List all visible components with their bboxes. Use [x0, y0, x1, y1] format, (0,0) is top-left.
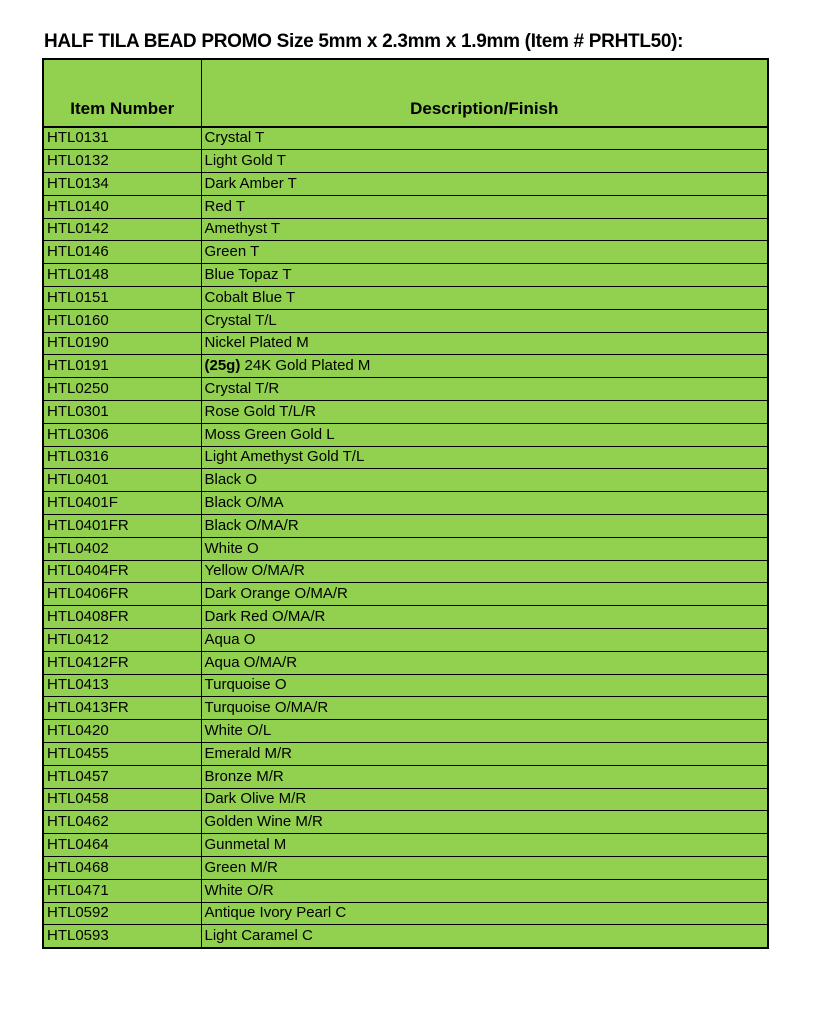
description-cell [201, 218, 768, 241]
description-cell [201, 515, 768, 538]
description-cell [201, 378, 768, 401]
description-cell [201, 446, 768, 469]
description-cell [201, 355, 768, 378]
item-number-cell: HTL0160 [43, 309, 201, 332]
item-number-cell: HTL0401FR [43, 515, 201, 538]
description-text: Dark Olive M/R [204, 790, 307, 808]
table-row [43, 378, 768, 401]
table-row [43, 583, 768, 606]
item-number-cell: HTL0401 [43, 469, 201, 492]
description-text: Emerald M/R [204, 744, 293, 762]
description-text: Turquoise O/MA/R [204, 699, 329, 717]
description-cell [201, 765, 768, 788]
description-text: Red T [204, 197, 246, 215]
description-text: Black O/MA/R [204, 516, 299, 534]
table-row [43, 560, 768, 583]
item-number-cell: HTL0134 [43, 173, 201, 196]
table-row [43, 537, 768, 560]
description-text: Light Gold T [204, 152, 286, 170]
description-text: Gunmetal M [204, 836, 287, 853]
item-number-cell: HTL0408FR [43, 606, 201, 629]
header-row [43, 59, 768, 127]
description-text: Green T [204, 243, 260, 261]
item-number-cell: HTL0420 [43, 720, 201, 743]
table-row [43, 469, 768, 492]
item-number-cell: HTL0191 [43, 355, 201, 378]
description-cell [201, 834, 768, 857]
table-body [43, 127, 768, 948]
table-row [43, 720, 768, 743]
table-row [43, 515, 768, 538]
table-row [43, 195, 768, 218]
item-number-cell: HTL0148 [43, 264, 201, 287]
item-number-cell: HTL0190 [43, 332, 201, 355]
description-text: White O/L [204, 722, 272, 740]
description-cell [201, 423, 768, 446]
description-cell [201, 469, 768, 492]
table-row [43, 879, 768, 902]
table-row [43, 651, 768, 674]
description-text: Crystal T/L [204, 311, 277, 329]
item-number-cell: HTL0401F [43, 492, 201, 515]
item-number-cell: HTL0455 [43, 743, 201, 766]
item-number-cell: HTL0316 [43, 446, 201, 469]
description-cell [201, 537, 768, 560]
description-cell [201, 788, 768, 811]
description-cell [201, 173, 768, 196]
item-number-cell: HTL0413FR [43, 697, 201, 720]
item-number-cell: HTL0471 [43, 879, 201, 902]
description-cell [201, 127, 768, 150]
description-text: Aqua O/MA/R [204, 653, 298, 671]
item-number-cell: HTL0412FR [43, 651, 201, 674]
description-text: Cobalt Blue T [204, 288, 296, 306]
description-cell [201, 674, 768, 697]
table-row [43, 765, 768, 788]
description-text: Turquoise O [204, 676, 287, 694]
description-cell [201, 583, 768, 606]
table-row [43, 697, 768, 720]
table-row [43, 150, 768, 173]
table-row [43, 857, 768, 880]
item-number-cell: HTL0132 [43, 150, 201, 173]
description-cell [201, 925, 768, 948]
item-number-cell: HTL0406FR [43, 583, 201, 606]
item-number-cell: HTL0468 [43, 857, 201, 880]
description-text: Dark Orange O/MA/R [204, 585, 348, 603]
description-cell [201, 332, 768, 355]
column-header-description-finish: Description/Finish [201, 59, 768, 127]
description-text: 24K Gold Plated M [240, 357, 371, 375]
table-row [43, 674, 768, 697]
table-row [43, 309, 768, 332]
description-text: Light Amethyst Gold T/L [204, 448, 365, 466]
description-text: Nickel Plated M [204, 334, 309, 352]
item-number-cell: HTL0146 [43, 241, 201, 264]
table-row [43, 401, 768, 424]
table-row [43, 127, 768, 150]
table-row [43, 629, 768, 652]
item-number-cell: HTL0462 [43, 811, 201, 834]
item-number-cell: HTL0306 [43, 423, 201, 446]
description-cell [201, 195, 768, 218]
description-cell [201, 150, 768, 173]
description-text: Bronze M/R [204, 767, 284, 785]
description-bold-prefix: (25g) [204, 357, 241, 375]
table-row [43, 446, 768, 469]
description-cell [201, 743, 768, 766]
table-row [43, 834, 768, 857]
description-text: Amethyst T [204, 220, 281, 238]
description-cell [201, 264, 768, 287]
description-text: Dark Amber T [204, 174, 297, 192]
item-number-cell: HTL0131 [43, 127, 201, 150]
description-cell [201, 720, 768, 743]
item-number-cell: HTL0301 [43, 401, 201, 424]
table-row [43, 902, 768, 925]
description-text: Yellow O/MA/R [204, 562, 305, 580]
table-row [43, 355, 768, 378]
description-text: Crystal T [204, 129, 265, 147]
table-row [43, 423, 768, 446]
table-row [43, 788, 768, 811]
description-text: Black O [204, 471, 258, 489]
item-number-cell: HTL0151 [43, 287, 201, 310]
table-row [43, 218, 768, 241]
item-number-cell: HTL0457 [43, 765, 201, 788]
description-cell [201, 492, 768, 515]
description-text: Green M/R [204, 858, 278, 876]
description-cell [201, 241, 768, 264]
table-row [43, 287, 768, 310]
item-number-cell: HTL0142 [43, 218, 201, 241]
description-cell [201, 309, 768, 332]
description-text: Golden Wine M/R [204, 813, 323, 831]
table-row [43, 241, 768, 264]
description-cell [201, 560, 768, 583]
description-text: White O/R [204, 881, 274, 899]
description-cell [201, 651, 768, 674]
description-text: Moss Green Gold L [204, 425, 335, 443]
table-row [43, 173, 768, 196]
description-text: Aqua O [204, 630, 256, 648]
description-text: Antique Ivory Pearl C [204, 904, 347, 922]
item-number-cell: HTL0402 [43, 537, 201, 560]
item-number-cell: HTL0458 [43, 788, 201, 811]
item-number-cell: HTL0593 [43, 925, 201, 948]
description-text: Dark Red O/MA/R [204, 608, 326, 626]
item-number-cell: HTL0592 [43, 902, 201, 925]
description-text: Crystal T/R [204, 380, 280, 398]
description-cell [201, 629, 768, 652]
description-cell [201, 879, 768, 902]
item-number-cell: HTL0464 [43, 834, 201, 857]
item-number-cell: HTL0404FR [43, 560, 201, 583]
table-row [43, 606, 768, 629]
table-row [43, 264, 768, 287]
item-number-cell: HTL0412 [43, 629, 201, 652]
table-row [43, 332, 768, 355]
description-cell [201, 606, 768, 629]
table-row [43, 811, 768, 834]
description-text: Rose Gold T/L/R [204, 402, 316, 420]
column-header-item-number: Item Number [43, 59, 201, 127]
table-header [43, 59, 768, 127]
item-number-cell: HTL0413 [43, 674, 201, 697]
item-number-cell: HTL0140 [43, 195, 201, 218]
page-title: HALF TILA BEAD PROMO Size 5mm x 2.3mm x 1.9mm (Item # PRHTL50): [44, 31, 684, 52]
description-cell [201, 287, 768, 310]
description-cell [201, 857, 768, 880]
description-text: Light Caramel C [204, 926, 313, 944]
description-cell [201, 811, 768, 834]
table-row [43, 925, 768, 948]
description-text: Black O/MA [204, 494, 284, 512]
description-text: Blue Topaz T [204, 266, 292, 284]
table-row [43, 492, 768, 515]
table-row [43, 743, 768, 766]
item-number-cell: HTL0250 [43, 378, 201, 401]
description-cell [201, 902, 768, 925]
description-cell [201, 401, 768, 424]
description-cell [201, 697, 768, 720]
promo-table [42, 58, 769, 949]
description-text: White O [204, 539, 259, 557]
